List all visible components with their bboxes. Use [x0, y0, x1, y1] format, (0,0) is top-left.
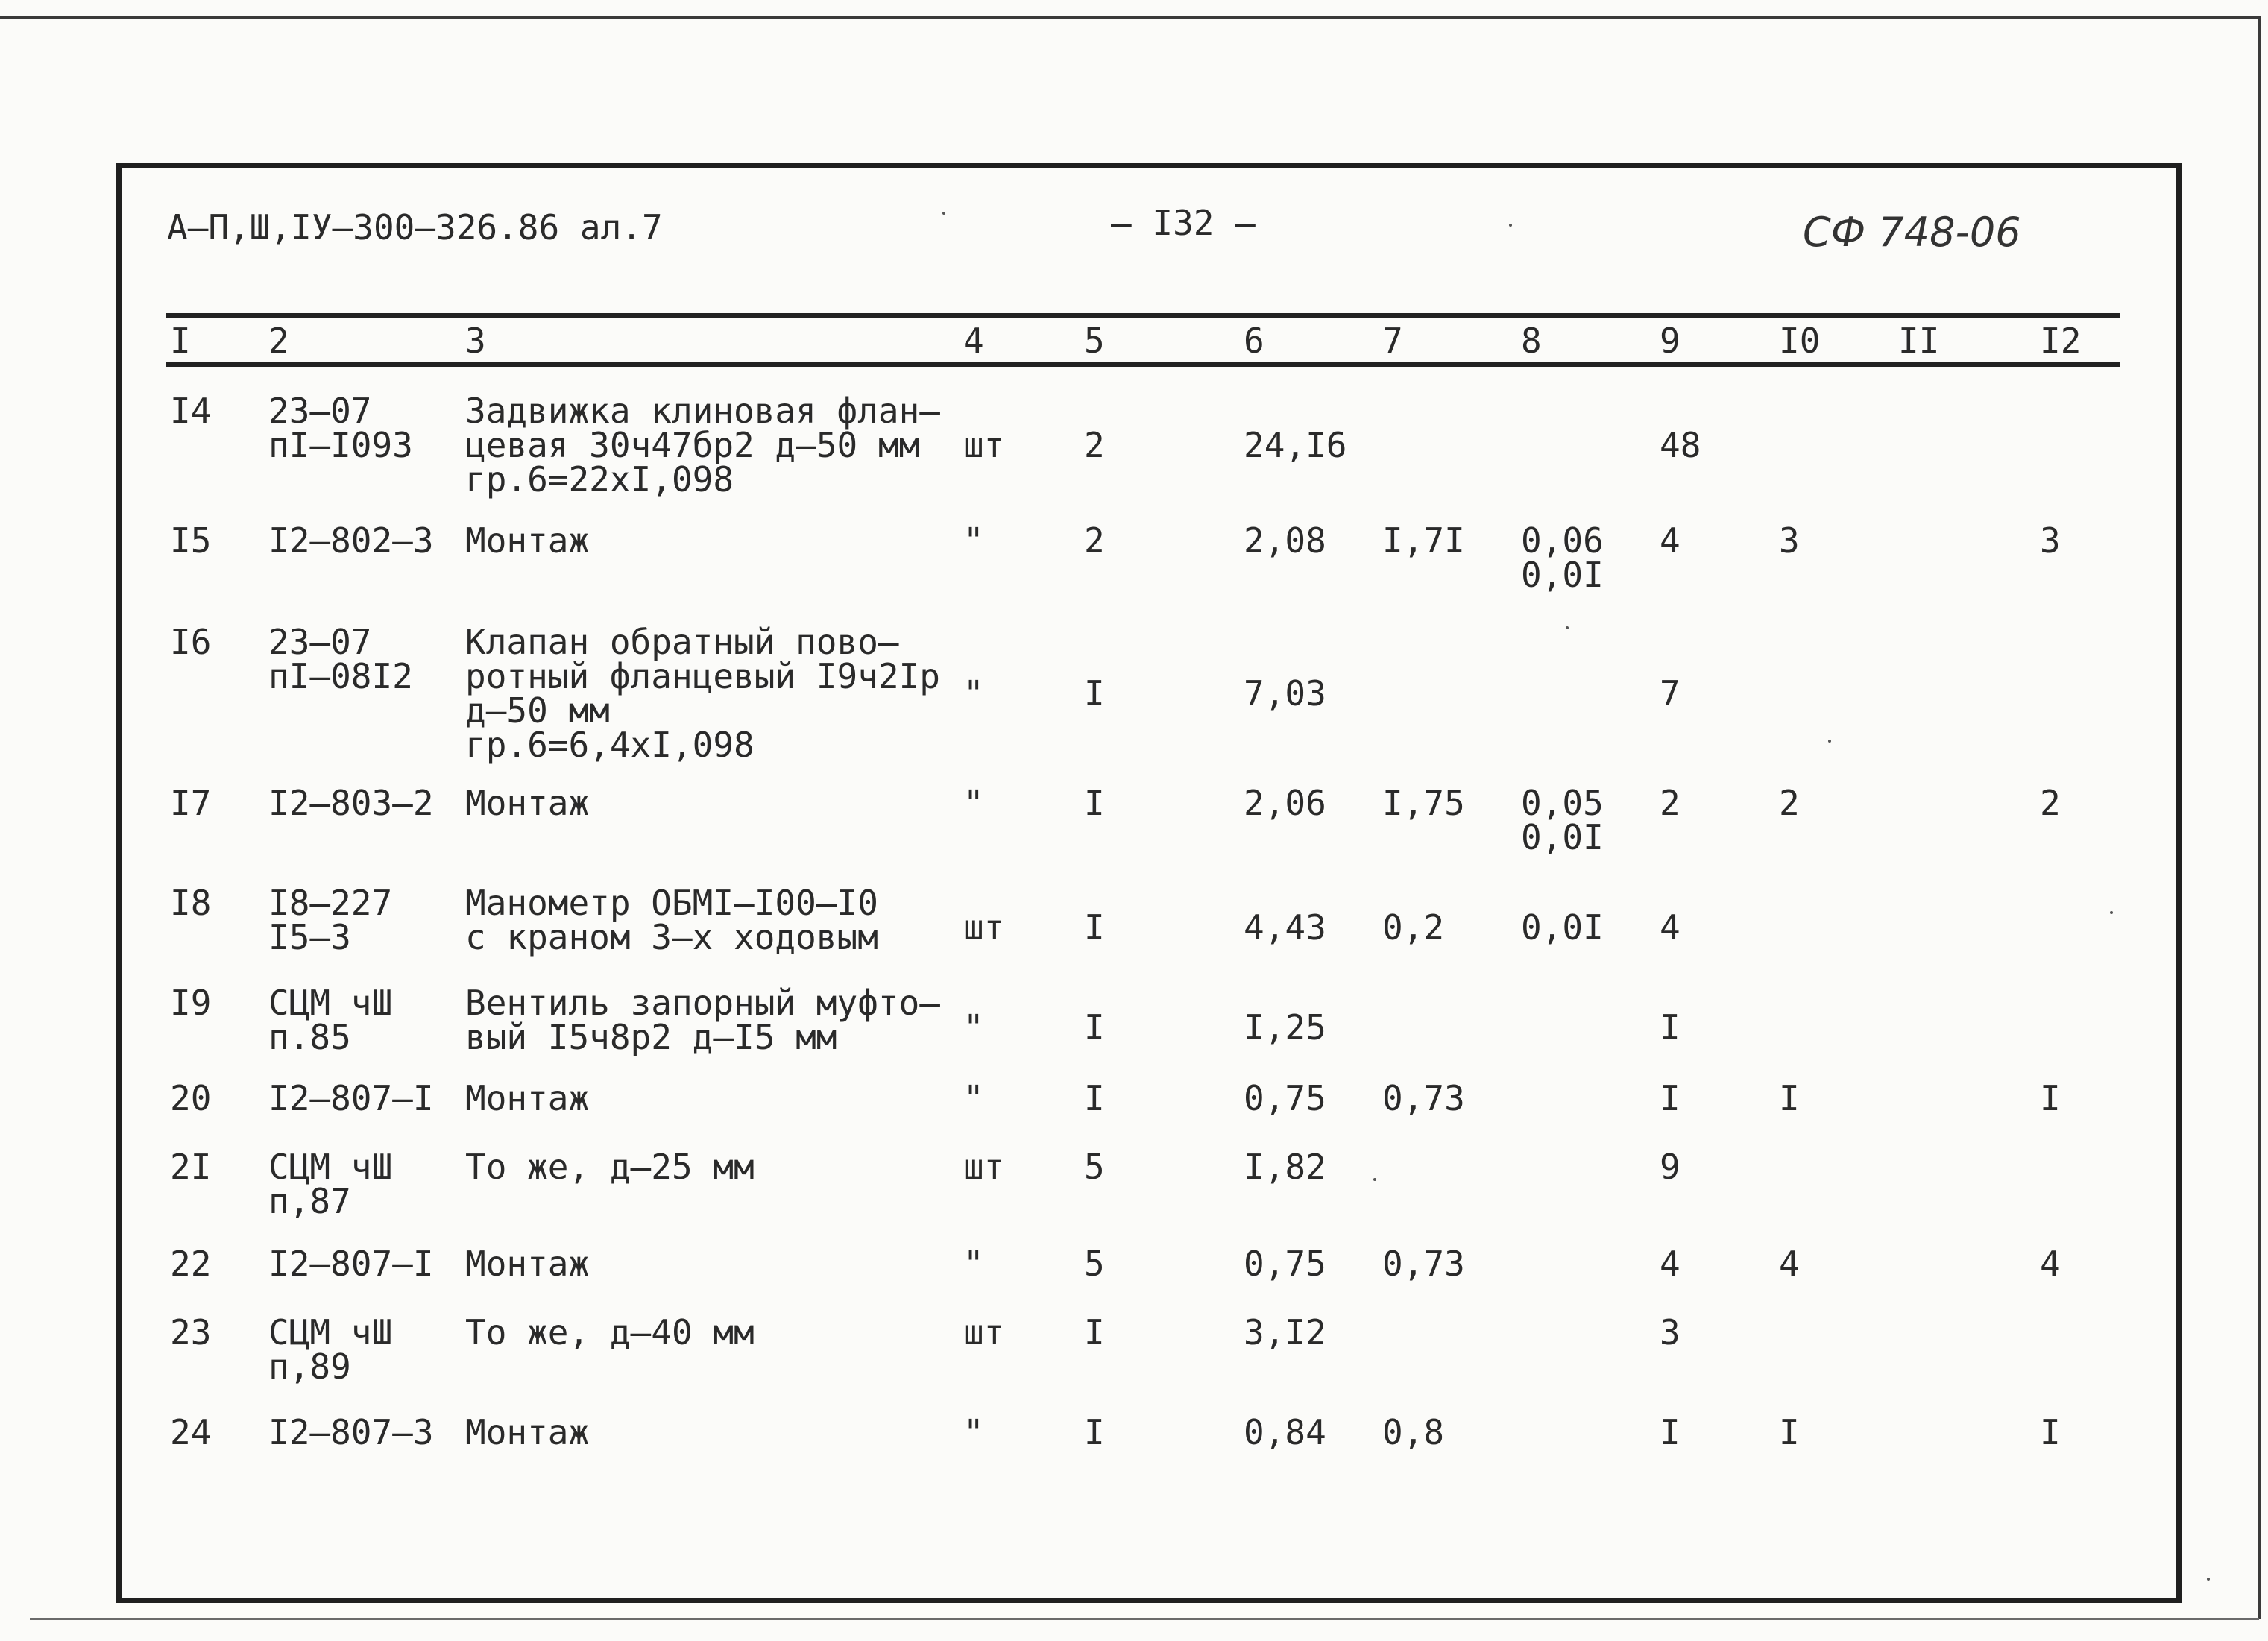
- row-unit: ": [963, 783, 984, 823]
- row-col-6: 3,I2: [1244, 1312, 1326, 1352]
- row-description: Клапан обратный пово–: [465, 622, 899, 662]
- row-number: 22: [170, 1244, 212, 1284]
- row-description: ротный фланцевый I9ч2Iр: [465, 656, 940, 696]
- column-header-5: 5: [1084, 321, 1105, 361]
- row-col-8-sub: 0,0I: [1521, 817, 1604, 857]
- scan-speck: [1373, 1178, 1376, 1181]
- column-header-1: I: [170, 321, 191, 361]
- document-code: А–П,Ш,IУ–300–326.86 ал.7: [167, 207, 663, 248]
- row-col-6: 0,84: [1244, 1412, 1326, 1452]
- table-header-rule: [166, 362, 2120, 367]
- row-number: I5: [170, 520, 212, 561]
- row-code: I2–807–I: [268, 1244, 434, 1284]
- row-unit: шт: [963, 425, 1005, 465]
- row-unit: ": [963, 1078, 984, 1118]
- row-col-9: I: [1660, 1078, 1680, 1118]
- row-col-9: I: [1660, 1412, 1680, 1452]
- row-description: Монтаж: [465, 1412, 590, 1452]
- row-code: п,87: [268, 1181, 351, 1221]
- row-description: Монтаж: [465, 1078, 590, 1118]
- row-col-8: 0,0I: [1521, 907, 1604, 948]
- row-col-10: 3: [1779, 520, 1800, 561]
- row-col-12: 3: [2040, 520, 2061, 561]
- row-col-6: 2,08: [1244, 520, 1326, 561]
- row-code: I5–3: [268, 917, 351, 957]
- sheet-edge-top: [0, 16, 2259, 19]
- row-col-6: I,25: [1244, 1007, 1326, 1048]
- row-unit: шт: [963, 907, 1005, 948]
- row-col-12: 4: [2040, 1244, 2061, 1284]
- row-description: цевая 30ч47бр2 д–50 мм: [465, 425, 920, 465]
- row-col-6: 2,06: [1244, 783, 1326, 823]
- row-number: I4: [170, 391, 212, 431]
- row-code: п,89: [268, 1346, 351, 1387]
- row-number: 20: [170, 1078, 212, 1118]
- column-header-7: 7: [1382, 321, 1403, 361]
- row-col-7: 0,73: [1382, 1078, 1465, 1118]
- row-col-7: 0,8: [1382, 1412, 1445, 1452]
- row-description: с краном 3–х ходовым: [465, 917, 878, 957]
- row-code: СЦМ чШ: [268, 983, 393, 1023]
- row-col-7: 0,2: [1382, 907, 1445, 948]
- table-top-rule: [166, 313, 2120, 318]
- column-header-6: 6: [1244, 321, 1264, 361]
- row-description: Манометр ОБМI–I00–I0: [465, 883, 878, 923]
- column-header-10: I0: [1779, 321, 1821, 361]
- row-col-6: 0,75: [1244, 1078, 1326, 1118]
- handwritten-note: СФ 748-06: [1803, 209, 2021, 256]
- row-description: Задвижка клиновая флан–: [465, 391, 940, 431]
- row-quantity: I: [1084, 783, 1105, 823]
- row-col-6: 24,I6: [1244, 425, 1347, 465]
- page-frame: [116, 163, 2182, 1603]
- row-col-10: I: [1779, 1412, 1800, 1452]
- row-col-7: I,7I: [1382, 520, 1465, 561]
- row-description: Монтаж: [465, 783, 590, 823]
- row-col-7: 0,73: [1382, 1244, 1465, 1284]
- column-header-11: II: [1898, 321, 1940, 361]
- row-unit: шт: [963, 1147, 1005, 1187]
- row-col-6: 0,75: [1244, 1244, 1326, 1284]
- row-unit: ": [963, 1244, 984, 1284]
- scan-speck: [2207, 1578, 2210, 1581]
- row-quantity: I: [1084, 1078, 1105, 1118]
- row-col-9: 4: [1660, 907, 1680, 948]
- row-number: I6: [170, 622, 212, 662]
- column-header-9: 9: [1660, 321, 1680, 361]
- page-number: – I32 –: [1111, 203, 1256, 243]
- row-col-8: 0,06: [1521, 520, 1604, 561]
- row-code: 23–07: [268, 391, 372, 431]
- row-code: п.85: [268, 1017, 351, 1057]
- row-code: СЦМ чШ: [268, 1147, 393, 1187]
- row-col-10: 4: [1779, 1244, 1800, 1284]
- row-unit: шт: [963, 1312, 1005, 1352]
- row-col-6: 4,43: [1244, 907, 1326, 948]
- row-col-7: I,75: [1382, 783, 1465, 823]
- row-description: То же, д–40 мм: [465, 1312, 755, 1352]
- row-col-12: 2: [2040, 783, 2061, 823]
- row-col-9: 4: [1660, 520, 1680, 561]
- column-header-3: 3: [465, 321, 486, 361]
- row-quantity: I: [1084, 1007, 1105, 1048]
- row-col-9: 7: [1660, 673, 1680, 714]
- row-col-6: I,82: [1244, 1147, 1326, 1187]
- row-description: вый I5ч8р2 д–I5 мм: [465, 1017, 837, 1057]
- scan-speck: [1509, 224, 1512, 227]
- scan-speck: [2110, 911, 2113, 914]
- row-col-9: 48: [1660, 425, 1701, 465]
- row-description: Вентиль запорный муфто–: [465, 983, 940, 1023]
- row-description: Монтаж: [465, 1244, 590, 1284]
- row-col-6: 7,03: [1244, 673, 1326, 714]
- row-number: 24: [170, 1412, 212, 1452]
- row-col-10: I: [1779, 1078, 1800, 1118]
- row-unit: ": [963, 1412, 984, 1452]
- row-number: I9: [170, 983, 212, 1023]
- sheet-edge-bottom: [30, 1618, 2259, 1620]
- row-description: гр.6=6,4хI,098: [465, 725, 755, 765]
- column-header-2: 2: [268, 321, 289, 361]
- scan-speck: [1566, 626, 1569, 629]
- column-header-12: I2: [2040, 321, 2082, 361]
- row-code: I2–807–I: [268, 1078, 434, 1118]
- row-code: пI–08I2: [268, 656, 413, 696]
- row-quantity: I: [1084, 673, 1105, 714]
- row-description: То же, д–25 мм: [465, 1147, 755, 1187]
- row-code: I8–227: [268, 883, 393, 923]
- row-description: д–50 мм: [465, 690, 610, 731]
- row-description: Монтаж: [465, 520, 590, 561]
- row-quantity: I: [1084, 907, 1105, 948]
- row-unit: ": [963, 520, 984, 561]
- row-col-8: 0,05: [1521, 783, 1604, 823]
- column-header-8: 8: [1521, 321, 1542, 361]
- column-header-4: 4: [963, 321, 984, 361]
- row-quantity: I: [1084, 1412, 1105, 1452]
- row-code: СЦМ чШ: [268, 1312, 393, 1352]
- row-quantity: 2: [1084, 520, 1105, 561]
- row-description: гр.6=22хI,098: [465, 459, 734, 500]
- row-number: 23: [170, 1312, 212, 1352]
- row-unit: ": [963, 1007, 984, 1048]
- row-col-9: 4: [1660, 1244, 1680, 1284]
- row-col-12: I: [2040, 1412, 2061, 1452]
- row-code: I2–802–3: [268, 520, 434, 561]
- row-col-8-sub: 0,0I: [1521, 555, 1604, 595]
- row-col-9: 3: [1660, 1312, 1680, 1352]
- row-number: I8: [170, 883, 212, 923]
- row-quantity: 2: [1084, 425, 1105, 465]
- row-col-10: 2: [1779, 783, 1800, 823]
- row-number: 2I: [170, 1147, 212, 1187]
- row-unit: ": [963, 673, 984, 714]
- row-number: I7: [170, 783, 212, 823]
- row-code: I2–807–3: [268, 1412, 434, 1452]
- row-code: пI–I093: [268, 425, 413, 465]
- row-code: I2–803–2: [268, 783, 434, 823]
- sheet-edge-right: [2258, 16, 2261, 1619]
- scan-speck: [942, 212, 945, 215]
- row-col-9: I: [1660, 1007, 1680, 1048]
- scan-speck: [1828, 740, 1831, 743]
- row-col-9: 2: [1660, 783, 1680, 823]
- row-quantity: 5: [1084, 1244, 1105, 1284]
- row-code: 23–07: [268, 622, 372, 662]
- row-col-9: 9: [1660, 1147, 1680, 1187]
- row-col-12: I: [2040, 1078, 2061, 1118]
- row-quantity: 5: [1084, 1147, 1105, 1187]
- row-quantity: I: [1084, 1312, 1105, 1352]
